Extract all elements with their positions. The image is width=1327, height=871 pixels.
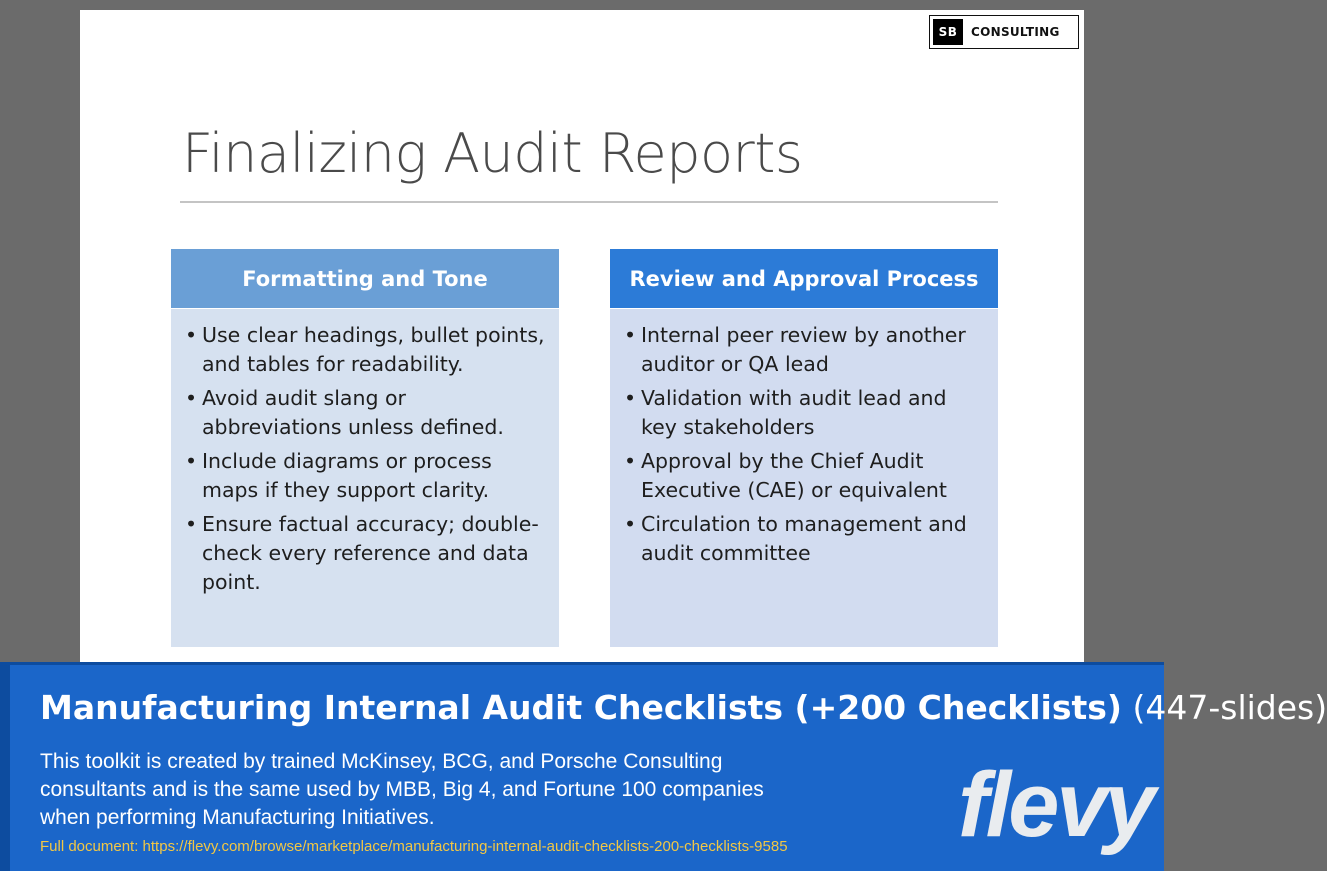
- promo-banner: [0, 662, 1327, 871]
- banner-left-edge: [0, 662, 10, 871]
- panel-review-and-approval: [610, 249, 998, 647]
- bullet-item: • Use clear headings, bullet points, and tables for readability.: [185, 321, 547, 379]
- banner-title-main: Manufacturing Internal Audit Checklists (+200 Checklists): [40, 688, 1122, 727]
- bullet-item: • Approval by the Chief Audit Executive (CAE) or equivalent: [624, 447, 986, 505]
- bullet-list: [185, 321, 547, 597]
- panel-heading: Review and Approval Process: [610, 249, 998, 309]
- panel-formatting-and-tone: [171, 249, 559, 647]
- banner-title-suffix: (447-slides): [1132, 688, 1327, 727]
- panel-body: [171, 309, 559, 647]
- bullet-item: • Include diagrams or process maps if they support clarity.: [185, 447, 547, 505]
- bullet-item: • Internal peer review by another auditor or QA lead: [624, 321, 986, 379]
- bullet-list: [624, 321, 986, 568]
- flevy-logo[interactable]: flevy: [958, 754, 1153, 856]
- banner-top-border: [0, 662, 1164, 665]
- logo-mark: SB: [933, 19, 963, 45]
- bullet-item: • Validation with audit lead and key stakeholders: [624, 384, 986, 442]
- panel-body: [610, 309, 998, 647]
- bullet-item: • Circulation to management and audit committee: [624, 510, 986, 568]
- banner-title: [40, 688, 1327, 727]
- slide: [80, 10, 1084, 670]
- slide-title: Finalizing Audit Reports: [182, 122, 803, 185]
- logo-text: CONSULTING: [971, 25, 1060, 39]
- title-divider: [180, 201, 998, 203]
- full-document-link[interactable]: Full document: https://flevy.com/browse/marketplace/manufacturing-internal-audit-checklists-200-checklists-9585: [40, 838, 788, 855]
- bullet-item: • Avoid audit slang or abbreviations unless defined.: [185, 384, 547, 442]
- banner-description: This toolkit is created by trained McKinsey, BCG, and Porsche Consulting consultants and is the same used by MBB, Big 4, and Fortune 100 companies when performing Manufacturing Initiatives.: [40, 750, 764, 829]
- panel-heading: Formatting and Tone: [171, 249, 559, 309]
- bullet-item: • Ensure factual accuracy; double-check every reference and data point.: [185, 510, 547, 597]
- sb-consulting-logo: [929, 15, 1079, 49]
